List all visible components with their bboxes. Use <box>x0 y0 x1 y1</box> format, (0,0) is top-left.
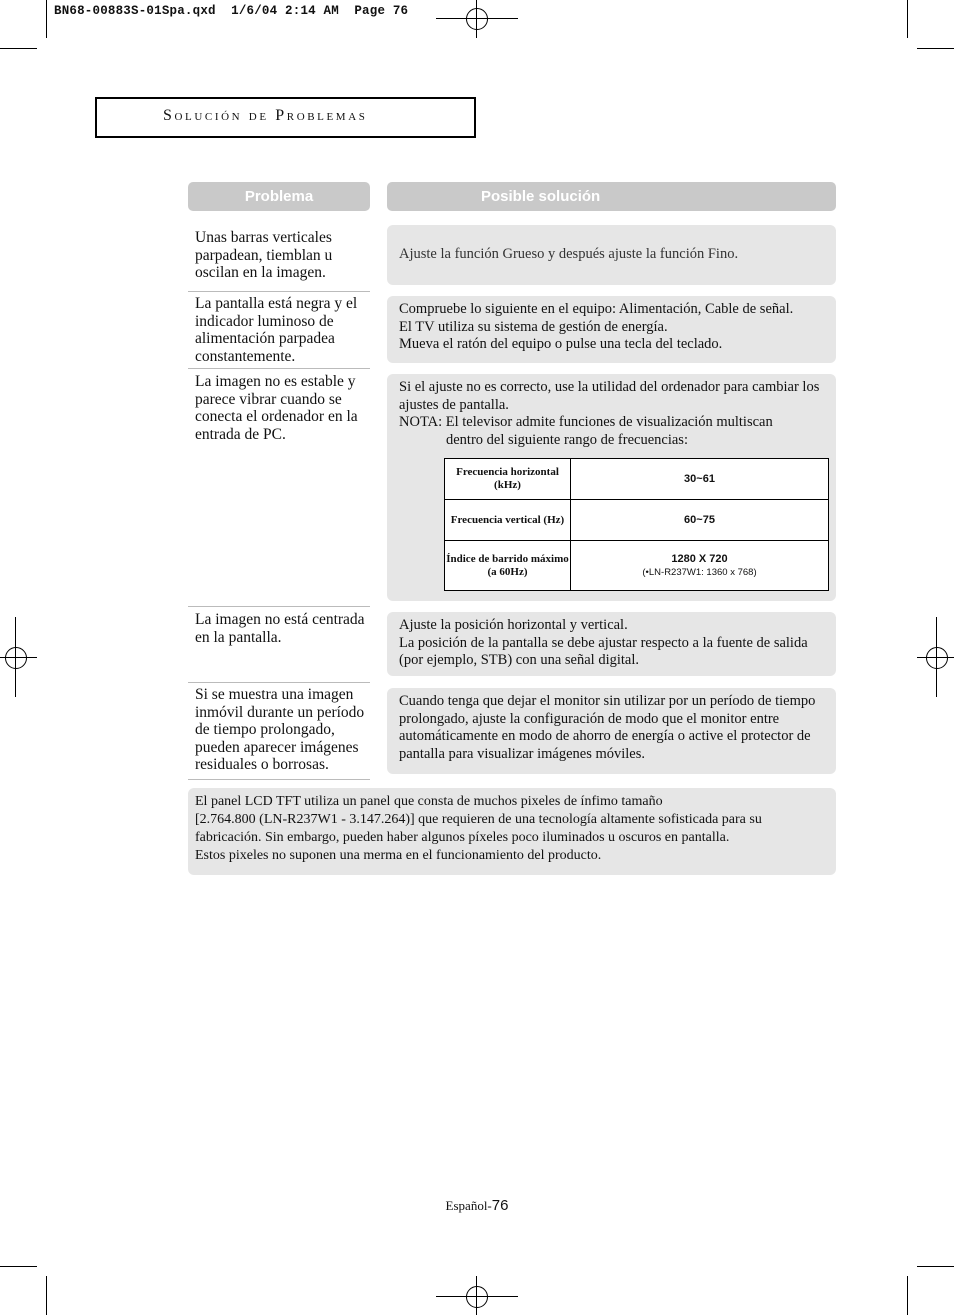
solution-box <box>387 688 836 774</box>
problem-cell: La imagen no es estable y parece vibrar cuando se conecta el ordenador en la entrada de PC. <box>195 373 358 443</box>
problem-cell: Unas barras verticales parpadean, tiemblan u oscilan en la imagen. <box>195 229 333 281</box>
header-solution-label: Posible solución <box>481 188 601 205</box>
frequency-subvalue: (•LN-R237W1: 1360 x 768) <box>642 567 757 578</box>
section-title-box <box>95 97 476 138</box>
row-divider <box>188 779 370 780</box>
solution-text: Mueva el ratón del equipo o pulse una tecla del teclado. <box>399 336 723 352</box>
solution-box <box>387 296 836 363</box>
solution-box <box>387 225 836 285</box>
problem-cell: La pantalla está negra y el indicador luminoso de alimentación parpadea constantemente. <box>195 295 358 365</box>
solution-note-cont: dentro del siguiente rango de frecuencias: <box>446 431 688 448</box>
frequency-row <box>445 459 828 499</box>
solution-note: NOTA: El televisor admite funciones de visualización multiscan <box>399 414 773 430</box>
frequency-label: Índice de barrido máximo (a 60Hz) <box>445 541 571 591</box>
note-line: El panel LCD TFT utiliza un panel que consta de muchos pixeles de ínfimo tamaño <box>195 794 663 809</box>
note-line: [2.764.800 (LN-R237W1 - 3.147.264)] que requieren de una tecnología altamente sofisticada para su fabricación. Sin embargo, pueden haber algunos píxeles poco iluminados u oscuros en pantalla. <box>195 812 762 845</box>
frequency-value-cell <box>571 459 828 499</box>
frequency-label: Frecuencia vertical (Hz) <box>445 500 571 540</box>
solution-text: Ajuste la función Grueso y después ajuste la función Fino. <box>399 246 739 263</box>
frequency-row <box>445 499 828 540</box>
problem-cell: La imagen no está centrada en la pantalla. <box>195 611 365 646</box>
frequency-label: Frecuencia horizontal (kHz) <box>445 459 571 499</box>
frequency-table <box>444 458 829 591</box>
lcd-panel-note <box>188 788 836 875</box>
solution-box <box>387 612 836 676</box>
frequency-row <box>445 540 828 591</box>
note-line: Estos pixeles no suponen una merma en el funcionamiento del producto. <box>195 848 602 863</box>
row-divider <box>188 291 370 292</box>
footer-language: Español- <box>445 1198 492 1213</box>
header-solution <box>387 182 836 211</box>
row-divider <box>188 606 370 607</box>
solution-text: Cuando tenga que dejar el monitor sin utilizar por un período de tiempo prolongado, ajuste la configuración de modo que el monitor entre automáticamente en modo de ahorro de energía o active el protector de pantalla para visualizar imágenes móviles. <box>399 693 816 762</box>
solution-text: Si el ajuste no es correcto, use la utilidad del ordenador para cambiar los ajustes de pantalla. <box>399 379 820 413</box>
frequency-value: 1280 X 720 <box>671 553 728 565</box>
frequency-value: 30~61 <box>684 472 715 485</box>
solution-text: El TV utiliza su sistema de gestión de energía. <box>399 318 668 335</box>
solution-text: Compruebe lo siguiente en el equipo: Alimentación, Cable de señal. <box>399 301 794 317</box>
page-footer <box>0 1197 954 1214</box>
solution-text: Ajuste la posición horizontal y vertical. <box>399 617 628 633</box>
frequency-value-cell <box>571 500 828 540</box>
row-divider <box>188 368 370 369</box>
page-number: 76 <box>491 1197 509 1214</box>
header-problem: Problema <box>188 182 370 211</box>
solution-text: La posición de la pantalla se debe ajustar respecto a la fuente de salida (por ejemplo, STB) con una señal digital. <box>399 634 808 668</box>
problem-cell: Si se muestra una imagen inmóvil durante un período de tiempo prolongado, pueden aparecer imágenes residuales o borrosas. <box>195 686 365 773</box>
row-divider <box>188 682 370 683</box>
frequency-value-cell <box>571 541 828 591</box>
print-slug: BN68-00883S-01Spa.qxd 1/6/04 2:14 AM Page 76 <box>54 4 409 18</box>
section-title: Solución de Problemas <box>163 107 368 124</box>
frequency-value: 60~75 <box>684 513 715 526</box>
